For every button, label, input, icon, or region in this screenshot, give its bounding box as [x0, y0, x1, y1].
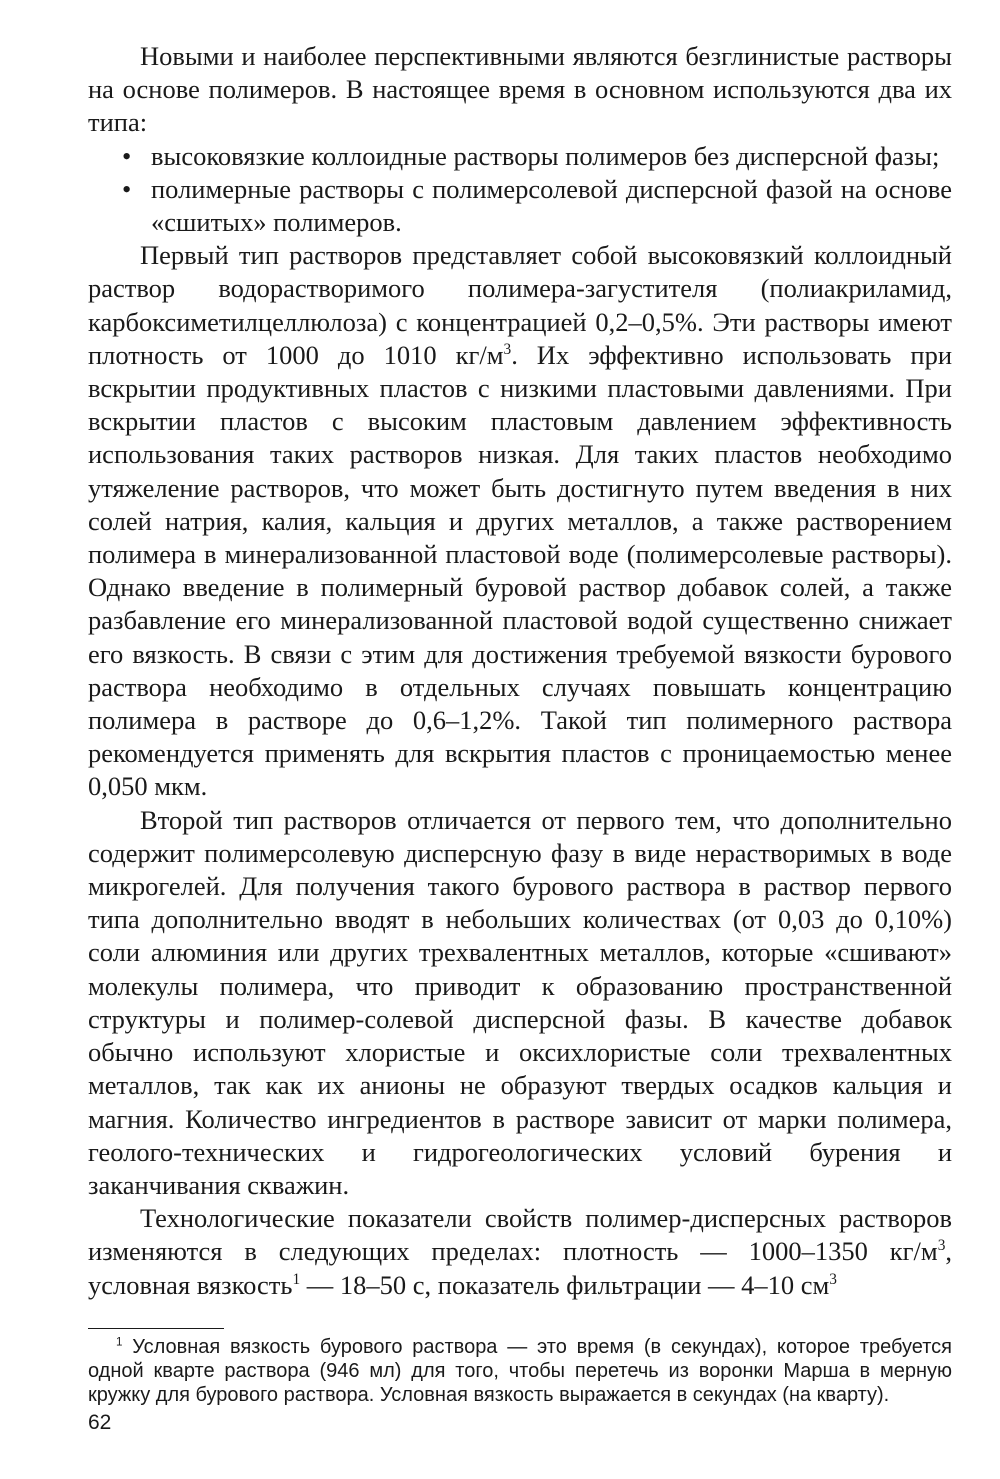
parameters-text-b: , условная вязкость	[88, 1236, 952, 1300]
bullet-list	[88, 140, 952, 240]
main-text	[88, 40, 952, 1302]
superscript: 3	[829, 1270, 837, 1288]
first-type-text-end: . Их эффективно использовать при вскрытии продуктивных пластов с низкими пластовыми давлениями. При вскрытии пластов с высоким пластовым давлением эффективность использования таких растворов низкая. Для таких пластов необходимо утяжеление растворов, что может быть достигнуто путем введения в них солей натрия, калия, кальция и других металлов, а также растворением полимера в минерализованной пластовой воде (полимерсолевые растворы). Однако введение в полимерный буровой раствор добавок солей, а также разбавление его минерализованной пластовой водой существенно снижает его вязкость. В связи с этим для достижения требуемой вязкости бурового раствора необходимо в отдельных случаях повышать концентрацию полимера в растворе до 0,6–1,2%. Такой тип полимерного раствора рекомендуется применять для вскрытия пластов с проницаемостью менее 0,050 мкм.	[88, 339, 953, 802]
first-type-text-start: Первый тип растворов представляет собой высоковязкий коллоидный раствор водорастворимого полимера-загустителя (полиакриламид, карбоксиметилцеллюлоза) с концентрацией 0,2–0,5%. Эти растворы имеют плотность от 1000 до 1010 кг/м	[88, 240, 952, 370]
intro-paragraph: Новыми и наиболее перспективными являются безглинистые растворы на основе полимеров. В настоящее время в основном используются два их типа:	[88, 41, 952, 138]
second-type-paragraph: Второй тип растворов отличается от первого тем, что дополнительно содержит полимерсолевую дисперсную фазу в виде нерастворимых в воде микрогелей. Для получения такого бурового раствора в раствор первого типа дополнительно вводят в небольших количествах (от 0,03 до 0,10%) соли алюминия или других трехвалентных металлов, которые «сшивают» молекулы полимера, что приводит к образованию пространственной структуры и полимер-солевой дисперсной фазы. В качестве добавок обычно используют хлористые и оксихлористые соли трехвалентных металлов, так как их анионы не образуют твердых осадков кальция и магния. Количество ингредиентов в растворе зависит от марки полимера, геолого-технических и гидрогеологических условий бурения и заканчивания скважин.	[88, 804, 952, 1200]
footnote	[88, 1335, 952, 1407]
bullet-item	[88, 173, 952, 239]
first-type-paragraph	[88, 239, 952, 803]
page-number: 62	[88, 1411, 112, 1434]
footnote-divider	[88, 1328, 224, 1329]
parameters-text-c: — 18–50 с, показатель фильтрации — 4–10 см	[300, 1269, 830, 1300]
footnote-text: Условная вязкость бурового раствора — это время (в секундах), которое требуется одной кварте раствора (946 мл) для того, чтобы перетечь из воронки Марша в мерную кружку для бурового раствора. Условная вязкость выражается в секундах (на кварту).	[88, 1335, 952, 1406]
bullet-text: высоковязкие коллоидные растворы полимеров без дисперсной фазы;	[151, 140, 940, 171]
parameters-paragraph	[88, 1202, 952, 1302]
bullet-item	[88, 140, 952, 173]
superscript: 3	[503, 341, 512, 358]
bullet-icon: •	[122, 173, 132, 204]
footnote-marker: 1	[116, 1335, 123, 1349]
parameters-text-a: Технологические показатели свойств полимер-дисперсных растворов изменяются в следующих пределах: плотность — 1000–1350 кг/м	[88, 1203, 952, 1267]
bullet-icon: •	[122, 140, 132, 171]
footnote-reference: 1	[292, 1270, 301, 1288]
bullet-text: полимерные растворы с полимерсолевой дисперсной фазой на основе «сшитых» полимеров.	[151, 173, 952, 238]
superscript: 3	[937, 1237, 946, 1255]
